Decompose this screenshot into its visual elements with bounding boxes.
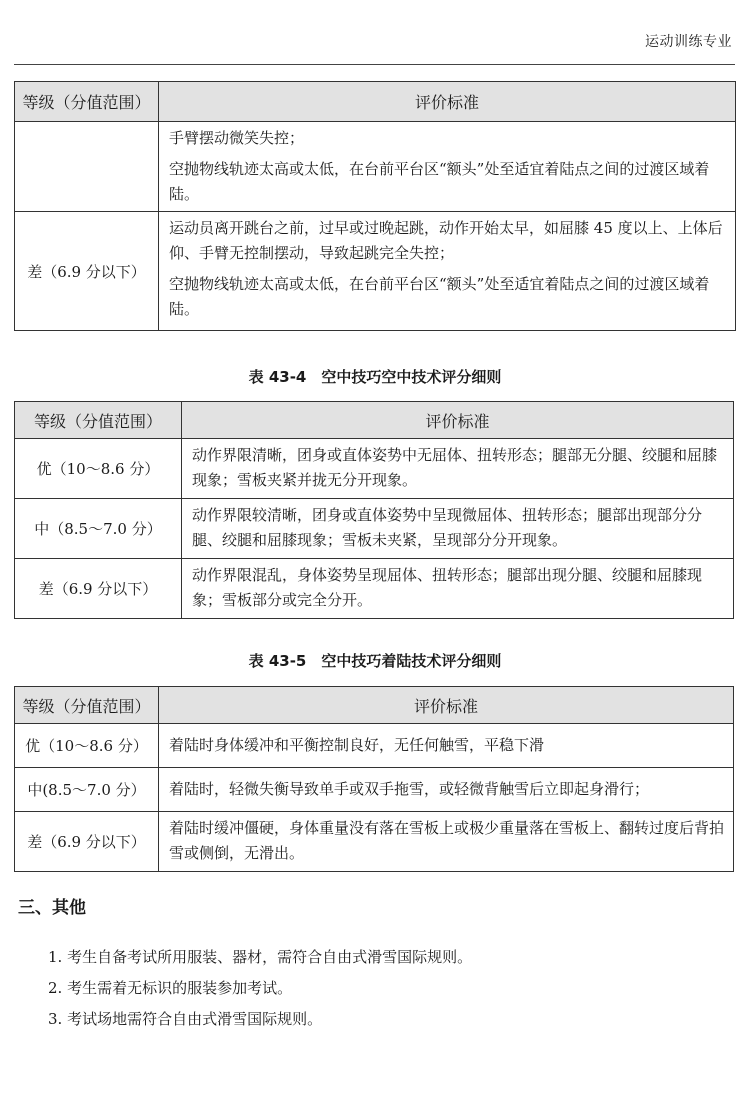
criteria-line: 运动员离开跳台之前，过早或过晚起跳，动作开始太早，如屈膝 45 度以上、上体后仰、手臂无控制摆动，导致起跳完全失控； <box>169 219 723 262</box>
table-row <box>15 212 736 331</box>
table-43-4 <box>14 401 734 619</box>
table-row <box>15 439 734 499</box>
criteria-line: 空抛物线轨迹太高或太低，在台前平台区“额头”处至适宜着陆点之间的过渡区域着陆。 <box>169 275 710 318</box>
criteria-cell: 着陆时缓冲僵硬，身体重量没有落在雪板上或极少重量落在雪板上、翻转过度后背拍雪或侧倒，无滑出。 <box>159 812 734 872</box>
column-header-grade: 等级（分值范围） <box>15 82 159 122</box>
criteria-line: 空抛物线轨迹太高或太低，在台前平台区“额头”处至适宜着陆点之间的过渡区域着陆。 <box>169 160 710 203</box>
header-divider <box>14 64 735 65</box>
criteria-cell: 着陆时身体缓冲和平衡控制良好，无任何触雪，平稳下滑 <box>159 724 734 768</box>
table-row <box>15 812 734 872</box>
criteria-cell: 动作界限清晰，团身或直体姿势中无屈体、扭转形态；腿部无分腿、绞腿和屈膝现象；雪板夹紧并拢无分开现象。 <box>182 439 734 499</box>
grade-cell <box>15 122 159 212</box>
criteria-cell <box>159 212 736 331</box>
column-header-criteria: 评价标准 <box>182 402 734 439</box>
list-item: 3. 考试场地需符合自由式滑雪国际规则。 <box>48 1010 323 1028</box>
column-header-criteria: 评价标准 <box>159 82 736 122</box>
column-header-grade: 等级（分值范围） <box>15 687 159 724</box>
table-row <box>15 724 734 768</box>
table-caption: 表 43-5 空中技巧着陆技术评分细则 <box>248 652 502 670</box>
grade-cell: 中（8.5～7.0 分） <box>15 499 182 559</box>
table-row <box>15 559 734 619</box>
grade-cell: 优（10～8.6 分） <box>15 439 182 499</box>
criteria-cell: 动作界限较清晰，团身或直体姿势中呈现微屈体、扭转形态；腿部出现部分分腿、绞腿和屈膝现象；雪板未夹紧，呈现部分分开现象。 <box>182 499 734 559</box>
list-item: 2. 考生需着无标识的服装参加考试。 <box>48 979 293 997</box>
table-header-row <box>15 402 734 439</box>
table-header-row <box>15 82 736 122</box>
criteria-cell: 动作界限混乱，身体姿势呈现屈体、扭转形态；腿部出现分腿、绞腿和屈膝现象；雪板部分或完全分开。 <box>182 559 734 619</box>
column-header-criteria: 评价标准 <box>159 687 734 724</box>
table-43-5 <box>14 686 734 872</box>
criteria-line: 手臂摆动微笑失控； <box>169 129 305 147</box>
table-caption: 表 43-4 空中技巧空中技术评分细则 <box>248 368 502 386</box>
grade-cell: 差（6.9 分以下） <box>15 812 159 872</box>
grade-cell: 差（6.9 分以下） <box>15 212 159 331</box>
table-row <box>15 768 734 812</box>
grade-cell: 差（6.9 分以下） <box>15 559 182 619</box>
page-header-title: 运动训练专业 <box>645 34 732 50</box>
table-continued <box>14 81 736 331</box>
grade-cell: 中(8.5～7.0 分） <box>15 768 159 812</box>
grade-cell: 优（10～8.6 分） <box>15 724 159 768</box>
table-row <box>15 122 736 212</box>
table-header-row <box>15 687 734 724</box>
column-header-grade: 等级（分值范围） <box>15 402 182 439</box>
table-row <box>15 499 734 559</box>
criteria-cell <box>159 122 736 212</box>
section-title: 三、其他 <box>18 898 86 918</box>
criteria-cell: 着陆时，轻微失衡导致单手或双手拖雪，或轻微背触雪后立即起身滑行； <box>159 768 734 812</box>
list-item: 1. 考生自备考试所用服装、器材，需符合自由式滑雪国际规则。 <box>48 948 473 966</box>
